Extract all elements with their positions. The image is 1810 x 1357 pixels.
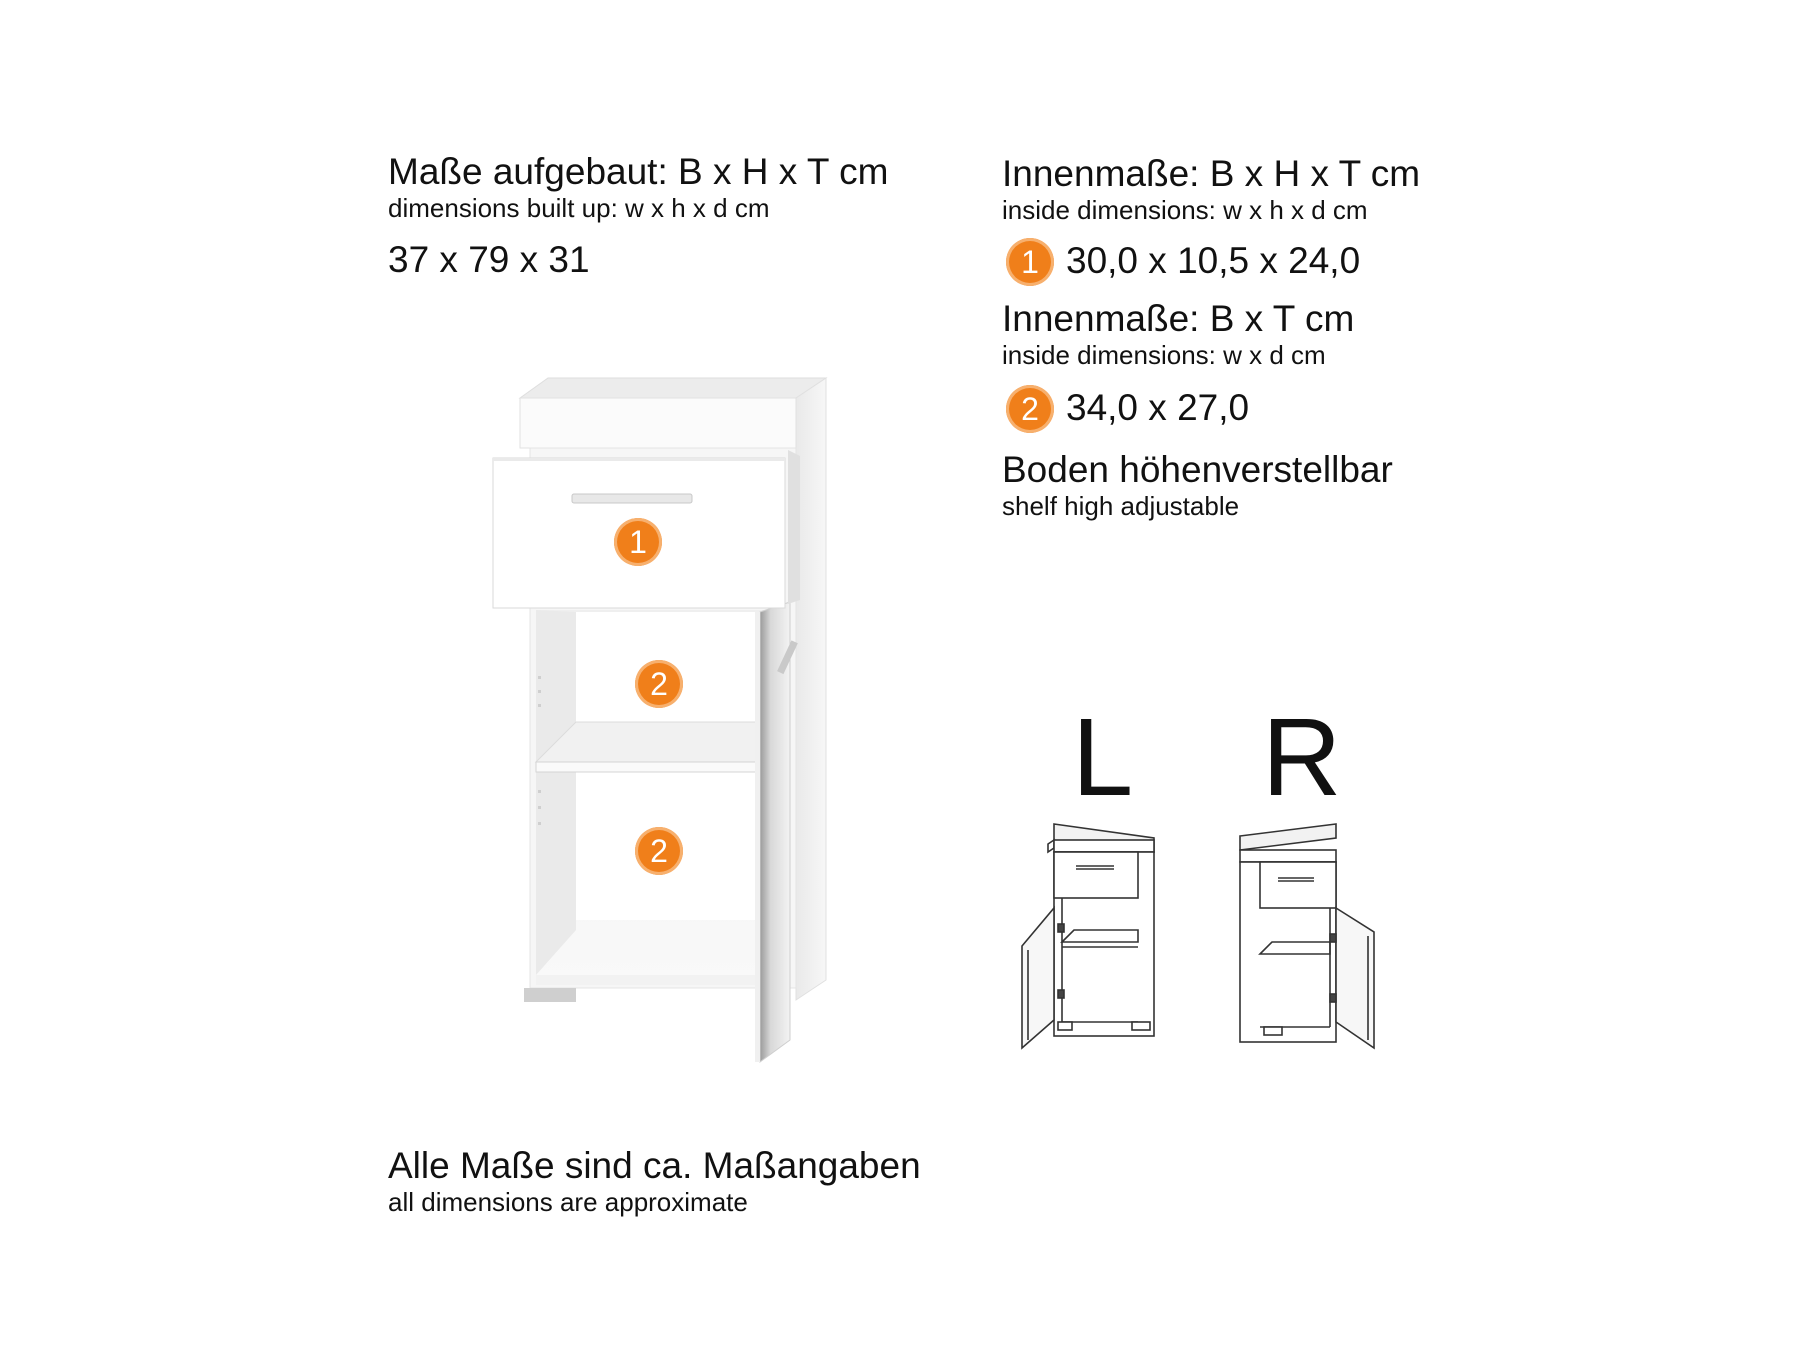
item-2-badge: 2: [1006, 385, 1054, 433]
right-hinge-cabinet-icon: [1230, 822, 1380, 1052]
right-hinge-label: R: [1262, 696, 1342, 819]
shelf-adjustable-subtitle: shelf high adjustable: [1002, 491, 1240, 521]
left-hinge-label: L: [1072, 696, 1134, 819]
approximate-note-subtitle: all dimensions are approximate: [388, 1187, 748, 1217]
overall-dimensions-title: Maße aufgebaut: B x H x T cm: [388, 151, 889, 192]
lower-shelf-badge: 2: [635, 827, 683, 875]
overall-dimensions-subtitle: dimensions built up: w x h x d cm: [388, 193, 770, 223]
inside-dimensions-subtitle-1: inside dimensions: w x h x d cm: [1002, 195, 1368, 225]
approximate-note-title: Alle Maße sind ca. Maßangaben: [388, 1145, 921, 1186]
shelf-adjustable-title: Boden höhenverstellbar: [1002, 449, 1393, 490]
left-hinge-cabinet-icon: [1018, 822, 1168, 1052]
item-2-value: 34,0 x 27,0: [1066, 387, 1250, 428]
item-1-badge: 1: [1006, 238, 1054, 286]
inside-dimensions-title-1: Innenmaße: B x H x T cm: [1002, 153, 1421, 194]
inside-dimensions-title-2: Innenmaße: B x T cm: [1002, 298, 1355, 339]
inside-dimensions-subtitle-2: inside dimensions: w x d cm: [1002, 340, 1326, 370]
upper-shelf-badge: 2: [635, 660, 683, 708]
item-1-value: 30,0 x 10,5 x 24,0: [1066, 240, 1361, 281]
overall-dimensions-value: 37 x 79 x 31: [388, 239, 590, 280]
drawer-badge: 1: [614, 518, 662, 566]
